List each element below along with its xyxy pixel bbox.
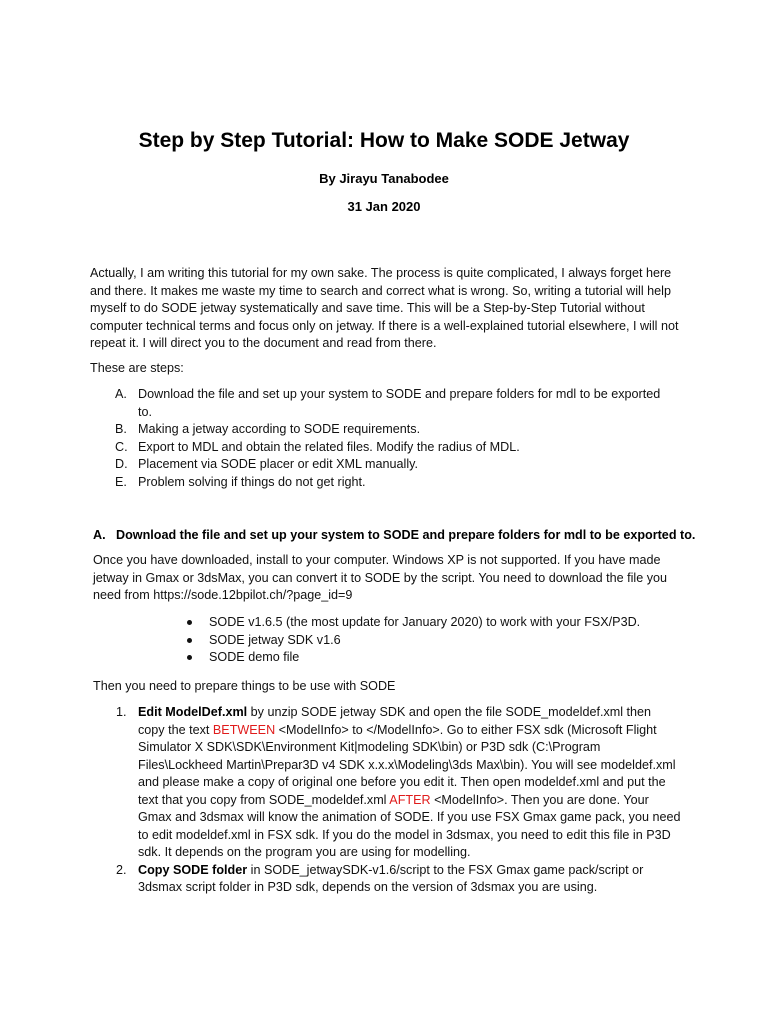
section-a-heading xyxy=(93,527,696,545)
list-item-text: SODE v1.6.5 (the most update for January 2020) to work with your FSX/P3D. xyxy=(209,615,641,629)
document-title: Step by Step Tutorial: How to Make SODE Jetway xyxy=(138,129,630,152)
steps-list xyxy=(115,386,675,491)
list-item-text: SODE jetway SDK v1.6 xyxy=(209,632,341,647)
list-marker: 1. xyxy=(116,705,127,719)
document-author: By Jirayu Tanabodee xyxy=(319,171,449,186)
list-marker: A. xyxy=(115,387,127,401)
numbered-steps-list xyxy=(116,704,681,897)
downloads-list xyxy=(187,614,640,667)
list-marker: D. xyxy=(115,457,128,471)
list-item xyxy=(115,421,675,439)
highlight-between: BETWEEN xyxy=(212,722,276,737)
list-item-text: Download the file and set up your system to SODE and prepare folders for mdl to be exported to. xyxy=(138,387,661,419)
highlight-after: AFTER xyxy=(389,792,431,807)
list-item xyxy=(115,386,675,421)
list-item xyxy=(115,439,675,457)
bullet-icon xyxy=(187,620,192,625)
list-item xyxy=(187,614,640,632)
list-item-text: Placement via SODE placer or edit XML manually. xyxy=(138,457,418,471)
bullet-icon xyxy=(187,638,192,643)
list-item xyxy=(187,632,640,650)
document-date: 31 Jan 2020 xyxy=(347,199,421,214)
list-item xyxy=(115,474,675,492)
step-text: in SODE_jetwaySDK-v1.6/script to the FSX Gmax game pack/script or 3dsmax script folder in P3D sdk, depends on the version of 3dsmax you are using. xyxy=(138,862,644,894)
step-bold-label: Copy SODE folder xyxy=(138,862,248,877)
list-item xyxy=(116,862,681,897)
step-text: by unzip SODE jetway SDK and open the file SODE_modeldef.xml then copy the text xyxy=(138,705,652,737)
section-a-body: Once you have downloaded, install to your computer. Windows XP is not supported. If you have made jetway in Gmax or 3dsMax, you can convert it to SODE by the script. You need to download the file you need from https://sode.12bpilot.ch/?page_id=9 xyxy=(93,553,668,602)
list-marker: B. xyxy=(115,422,127,436)
list-marker: C. xyxy=(115,439,128,454)
steps-intro: These are steps: xyxy=(90,361,184,375)
intro-paragraph: Actually, I am writing this tutorial for my own sake. The process is quite complicated, I always forget here and there. It makes me waste my time to search and correct what is wrong. So, writing a tutorial will help myself to do SODE jetway systematically and save time. This will be a Step-by-Step Tutorial without computer technical terms and focus only on jetway. If there is a well-explained tutorial elsewhere, I will not repeat it. I will direct you to the document and read from there. xyxy=(90,266,679,350)
section-heading-text: Download the file and set up your system to SODE and prepare folders for mdl to be exported to. xyxy=(116,528,696,542)
prepare-paragraph: Then you need to prepare things to be use with SODE xyxy=(93,679,396,693)
list-item-text: SODE demo file xyxy=(209,650,300,664)
list-item xyxy=(116,704,681,862)
list-marker: E. xyxy=(115,474,127,489)
list-item-text: Problem solving if things do not get right. xyxy=(138,474,366,489)
bullet-icon xyxy=(187,655,192,660)
step-text: <ModelInfo> to </ModelInfo>. Go to either FSX sdk (Microsoft Flight Simulator X SDK\SDK\Environment Kit|modeling SDK\bin) or P3D sdk (C:\Program Files\Lockheed Martin\Prepar3D v4 SDK x.x.x\Modeling\3ds Max\bin). You will see modeldef.xml and please make a copy of original one before you edit it. Then open modeldef.xml and put the text that you copy from SODE_modeldef.xml xyxy=(138,722,676,807)
step-text: <ModelInfo>. Then you are done. Your Gmax and 3dsmax will know the animation of SODE. If you use FSX Gmax game pack, you need to edit modeldef.xml in FSX sdk. If you do the model in 3dsmax, you need to edit this file in P3D sdk. It depends on the program you are using for modelling. xyxy=(138,792,681,859)
list-item xyxy=(115,456,675,474)
list-marker: 2. xyxy=(116,862,127,877)
list-item-text: Export to MDL and obtain the related files. Modify the radius of MDL. xyxy=(138,439,520,454)
list-item xyxy=(187,649,640,667)
section-marker: A. xyxy=(93,528,106,542)
list-item-text: Making a jetway according to SODE requirements. xyxy=(138,422,421,436)
step-bold-label: Edit ModelDef.xml xyxy=(138,705,248,719)
